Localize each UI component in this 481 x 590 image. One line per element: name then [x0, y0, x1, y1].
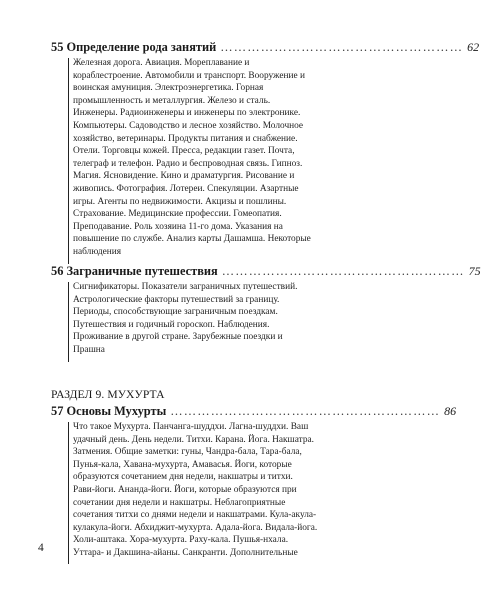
description-line: Проживание в другой стране. Зарубежные поездки и: [73, 332, 283, 343]
toc-leader-dots: ………………………………………………: [221, 264, 465, 278]
description-line: наблюдения: [73, 246, 122, 257]
description-line: Прашна: [73, 344, 105, 355]
toc-entry-56-description: [73, 281, 369, 357]
description-line: Железная дорога. Авиация. Мореплавание и: [73, 58, 250, 68]
entry-rule: [68, 282, 69, 362]
description-line: Затмения. Общие заметки: гуны, Чандра-бала, Тара-бала,: [73, 447, 302, 458]
description-line: Страхование. Медицинские профессии. Гомеопатия.: [73, 209, 282, 220]
entry-rule: [68, 422, 69, 564]
toc-entry-title: 55 Определение рода занятий: [51, 40, 217, 54]
description-line: Путешествия и годичный гороскоп. Наблюдения.: [73, 319, 270, 330]
description-line: Что такое Мухурта. Панчанга-шуддхи. Лагна-шуддхи. Ваш: [73, 422, 309, 432]
description-line: живопись. Фотография. Лотереи. Спекуляции. Азартные: [73, 183, 299, 194]
description-line: Пунья-кала, Хавана-мухурта, Амавасья. Йоги, которые: [73, 459, 292, 470]
description-line: Рави-йоги. Ананда-йоги. Йоги, которые образуются при: [73, 484, 297, 495]
description-line: Компьютеры. Садоводство и лесное хозяйство. Молочное: [73, 120, 304, 131]
description-line: воинская амуниция. Электроэнергетика. Горная: [73, 83, 264, 94]
page-number: 4: [38, 542, 44, 554]
toc-entry-57-heading[interactable]: [51, 404, 457, 419]
description-line: промышленность и металлургия. Железо и сталь.: [73, 95, 271, 106]
description-line: Магия. Ясновидение. Кино и драматургия. Рисование и: [73, 171, 295, 182]
description-line: хозяйство, ветеринары. Продукты питания и снабжение.: [73, 133, 298, 144]
description-line: сочетании дня недели и накшатры. Неблагоприятные: [73, 497, 286, 508]
toc-page-number: 62: [467, 40, 480, 54]
toc-entry-title: 57 Основы Мухурты: [51, 404, 167, 418]
description-line: повышение по службе. Анализ карты Дашамша. Некоторые: [73, 234, 311, 245]
description-line: сочетания титхи со днями недели и накшатрами. Кула-акула-: [73, 510, 317, 521]
toc-page-number: 75: [468, 264, 481, 278]
description-line: кораблестроение. Автомобили и транспорт. Вооружение и: [73, 70, 306, 81]
toc-leader-dots: ……………………………………………………: [170, 404, 441, 418]
description-line: Холи-аштака. Хора-мухурта. Раху-кала. Пушья-нхала.: [73, 535, 289, 546]
toc-page-number: 86: [444, 404, 457, 418]
description-line: Инженеры. Радиоинженеры и инженеры по электронике.: [73, 108, 301, 119]
toc-entry-55-description: [73, 57, 369, 259]
description-line: Отели. Торговцы кожей. Пресса, редакции газет. Почта,: [73, 146, 295, 157]
description-line: телеграф и телефон. Радио и беспроводная связь. Гипноз.: [73, 158, 303, 169]
toc-entry-55-heading[interactable]: [51, 40, 480, 55]
description-line: игры. Агенты по недвижимости. Акцизы и пошлины.: [73, 196, 287, 207]
section-heading: РАЗДЕЛ 9. МУХУРТА: [51, 388, 165, 401]
description-line: кулакула-йоги. Абхиджит-мухурта. Адала-йога. Видала-йога.: [73, 522, 318, 533]
description-line: Сигнификаторы. Показатели заграничных путешествий.: [73, 282, 298, 292]
entry-rule: [68, 58, 69, 264]
toc-leader-dots: ………………………………………………: [220, 40, 464, 54]
description-line: Астрологические факторы путешествий за границу.: [73, 294, 280, 305]
toc-entry-title: 56 Заграничные путешествия: [51, 264, 218, 278]
toc-entry-56-heading[interactable]: [51, 264, 481, 279]
description-line: образуются сочетанием дня недели, накшатры и титхи.: [73, 472, 293, 483]
toc-entry-57-description: [73, 421, 369, 560]
description-line: удачный день. День недели. Титхи. Карана. Йога. Накшатра.: [73, 434, 315, 445]
description-line: Периоды, способствующие заграничным поездкам.: [73, 307, 278, 318]
description-line: Преподавание. Роль хозяина 11-го дома. Указания на: [73, 221, 283, 232]
description-line: Уттара- и Дакшина-айаны. Санкранти. Дополнительные: [73, 547, 298, 558]
